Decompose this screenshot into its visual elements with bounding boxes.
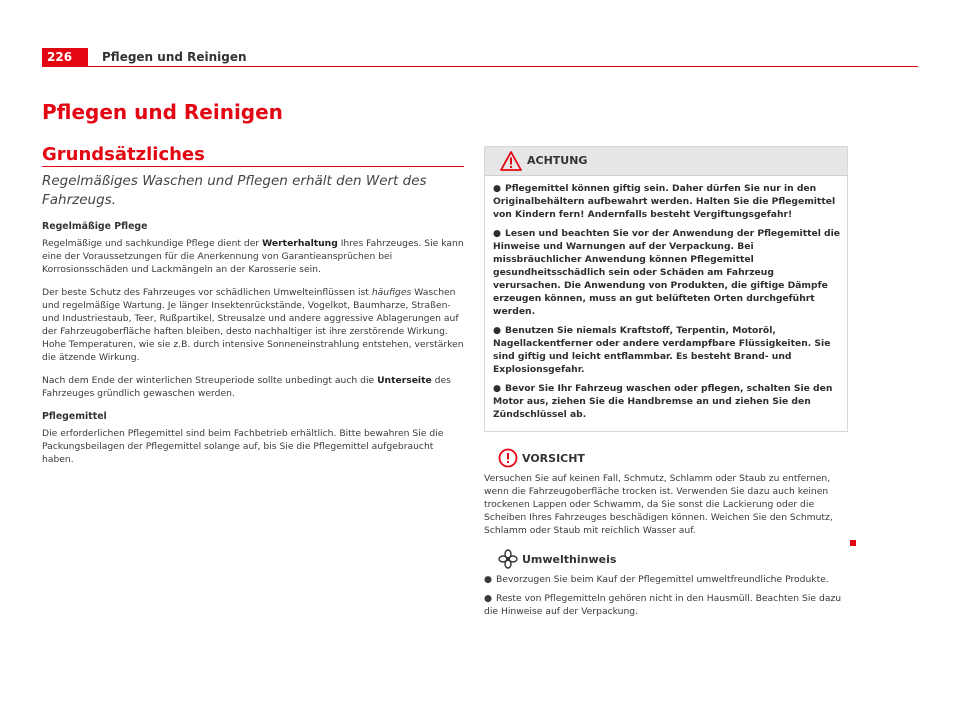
paragraph-care-products: Die erforderlichen Pflegemittel sind beim Fachbetrieb erhältlich. Bitte bewahren Sie die Packungsbeilagen der Pflegemittel solange auf, bis Sie die Pflegemittel aufgebraucht haben. xyxy=(42,428,444,465)
section-rule xyxy=(42,166,464,167)
environment-item-text: Bevorzugen Sie beim Kauf der Pflegemittel umweltfreundliche Produkte. xyxy=(496,574,829,585)
paragraph-regular-care xyxy=(42,237,464,276)
environment-item xyxy=(484,592,848,618)
warning-item xyxy=(493,324,841,376)
subheading-care-products: Pflegemittel xyxy=(42,411,107,422)
subheading-regular-care: Regelmäßige Pflege xyxy=(42,221,148,232)
warning-header xyxy=(485,147,847,176)
warning-item-text: Bevor Sie Ihr Fahrzeug waschen oder pflegen, schalten Sie den Motor aus, ziehen Sie die Handbremse an und ziehen Sie den Zündschlüssel ab. xyxy=(493,383,833,420)
caution-label: VORSICHT xyxy=(522,452,585,465)
para3-text-a: Nach dem Ende der winterlichen Streuperiode sollte unbedingt auch die xyxy=(42,375,378,386)
para2-text-a: Der beste Schutz des Fahrzeuges vor schädlichen Umwelteinflüssen ist xyxy=(42,287,372,298)
warning-box xyxy=(484,146,848,432)
para2-italic: häufiges xyxy=(371,287,412,298)
environment-item xyxy=(484,573,848,586)
paragraph-protection xyxy=(42,286,464,364)
para1-text-b: Ihres Fahrzeuges. Sie kann eine der Voraussetzungen für die Anerkennung von Garantieansprüchen bei Korrosionsschäden und Lackmängeln an der Karosserie sein. xyxy=(42,238,464,275)
environment-header xyxy=(484,549,848,573)
bullet: ● xyxy=(493,228,502,239)
exclamation-circle-icon xyxy=(498,448,518,468)
caution-text: Versuchen Sie auf keinen Fall, Schmutz, Schlamm oder Staub zu entfernen, wenn die Fahrzeugoberfläche trocken ist. Verwenden Sie dazu auch keinen trockenen Lappen oder Schwamm, da Sie sonst die Lackierung oder die Scheiben Ihres Fahrzeuges beschädigen können. Weichen Sie den Schmutz, Schlamm oder Staub mit reichlich Wasser auf. xyxy=(484,473,833,536)
warning-item xyxy=(493,227,841,318)
warning-item-text: Pflegemittel können giftig sein. Daher dürfen Sie nur in den Originalbehältern aufbewahrt werden. Halten Sie die Pflegemittel von Kindern fern! Andernfalls besteht Vergiftungsgefahr! xyxy=(493,183,836,220)
bullet: ● xyxy=(493,325,502,336)
flower-icon xyxy=(498,549,518,569)
para3-text-b: des Fahrzeuges gründlich gewaschen werden. xyxy=(42,375,451,399)
environment-label: Umwelthinweis xyxy=(522,553,617,566)
warning-item-text: Benutzen Sie niemals Kraftstoff, Terpentin, Motoröl, Nagellackentferner oder andere verdampfbare Flüssigkeiten. Sie sind giftig und leicht entflammbar. Es besteht Brand- und Explosionsgefahr. xyxy=(493,325,831,375)
para2-text-b: Waschen und regelmäßige Wartung. Je länger Insektenrückstände, Vogelkot, Baumharze, Straßen- und Industriestaub, Teer, Rußpartikel, Streusalze und andere aggressive Ablagerungen auf der Fahrzeugoberfläche haften bleiben, desto nachhaltiger ist ihre zerstörende Wirkung. Hohe Temperaturen, wie sie z.B. durch intensive Sonneneinstrahlung entstehen, verstärken die ätzende Wirkung. xyxy=(42,287,464,363)
warning-item xyxy=(493,382,841,421)
warning-label: ACHTUNG xyxy=(527,154,588,167)
header-rule xyxy=(42,66,918,67)
warning-item-text: Lesen und beachten Sie vor der Anwendung der Pflegemittel die Hinweise und Warnungen auf der Verpackung. Bei missbräuchlicher Anwendung können Pflegemittel gesundheitsschädlich sein oder Schäden am Fahrzeug verursachen. Die Anwendung von Produkten, die giftige Dämpfe erzeugen können, muss an gut belüfteten Orten durchgeführt werden. xyxy=(493,228,841,317)
warning-triangle-icon xyxy=(500,151,522,171)
environment-item-text: Reste von Pflegemitteln gehören nicht in den Hausmüll. Beachten Sie dazu die Hinweise auf der Verpackung. xyxy=(484,593,842,617)
section-title: Grundsätzliches xyxy=(42,144,205,165)
page-number: 226 xyxy=(42,48,88,67)
warning-list xyxy=(485,176,847,431)
bullet: ● xyxy=(493,183,502,194)
para3-bold: Unterseite xyxy=(377,375,432,386)
warning-item xyxy=(493,182,841,221)
section-end-marker xyxy=(850,540,856,546)
page-title: Pflegen und Reinigen xyxy=(42,100,283,124)
left-column xyxy=(42,172,464,476)
bullet: ● xyxy=(484,593,493,604)
caution-header xyxy=(484,448,848,472)
para1-text-a: Regelmäßige und sachkundige Pflege dient der xyxy=(42,238,263,249)
bullet: ● xyxy=(493,383,502,394)
para1-bold: Werterhaltung xyxy=(262,238,338,249)
section-subtitle: Regelmäßiges Waschen und Pflegen erhält den Wert des Fahrzeugs. xyxy=(42,173,427,208)
bullet: ● xyxy=(484,574,493,585)
right-column xyxy=(484,146,848,624)
running-header-title: Pflegen und Reinigen xyxy=(102,50,247,64)
paragraph-underbody xyxy=(42,374,464,400)
